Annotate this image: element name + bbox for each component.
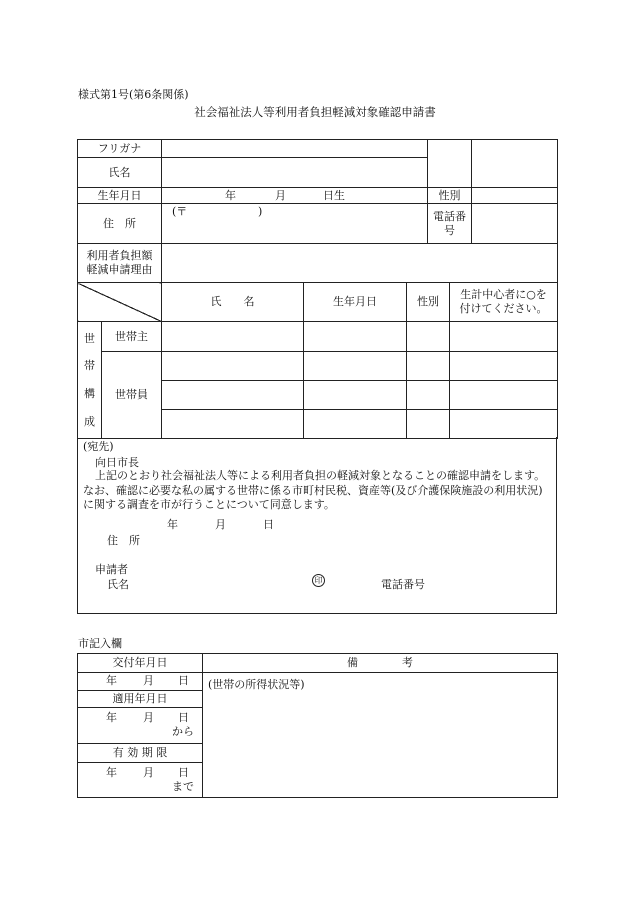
reason-label-line-1: 利用者負担額: [86, 249, 153, 263]
validity-month-label: 月: [143, 765, 154, 779]
declaration-date-year: 年: [167, 518, 178, 531]
apply-date-field[interactable]: [78, 708, 203, 743]
city-section-table: [77, 653, 558, 798]
mayor: 向日市長: [95, 456, 139, 469]
furigana-label: フリガナ: [78, 140, 162, 158]
issue-day-label: 日: [178, 674, 189, 688]
side-char-1: 世: [84, 331, 95, 345]
household-member-label: 世帯員: [102, 352, 162, 439]
head-sex-field[interactable]: [407, 322, 450, 352]
blank-box-2: [472, 140, 558, 188]
remarks-field[interactable]: [203, 673, 558, 798]
member-3-dob-field[interactable]: [304, 410, 407, 439]
phone-label: 電話番号: [428, 204, 472, 244]
issue-year-label: 年: [106, 674, 117, 688]
application-table: [77, 139, 558, 439]
household-col-name: 氏 名: [162, 283, 304, 322]
household-col-mark-line-1: 生計中心者に○を: [460, 288, 547, 302]
declaration-date-month: 月: [215, 518, 226, 531]
member-3-mark-field[interactable]: [450, 410, 558, 439]
member-1-mark-field[interactable]: [450, 352, 558, 381]
reason-field[interactable]: [162, 244, 558, 283]
remarks-note: (世帯の所得状況等): [208, 678, 305, 692]
apply-day-label: 日: [178, 711, 189, 725]
seal-mark: 印: [312, 574, 325, 587]
sex-field[interactable]: [472, 188, 558, 204]
name-label: 氏名: [78, 158, 162, 188]
issue-month-label: 月: [143, 674, 154, 688]
head-mark-field[interactable]: [450, 322, 558, 352]
apply-month-label: 月: [143, 711, 154, 725]
head-name-field[interactable]: [162, 322, 304, 352]
member-1-dob-field[interactable]: [304, 352, 407, 381]
phone-field[interactable]: [472, 204, 558, 244]
validity-label: 有 効 期 限: [78, 743, 203, 762]
city-section-label: 市記入欄: [78, 637, 122, 650]
member-2-sex-field[interactable]: [407, 381, 450, 410]
member-3-name-field[interactable]: [162, 410, 304, 439]
household-col-mark-line-2: 付けてください。: [459, 302, 548, 315]
side-char-4: 成: [84, 414, 95, 428]
declaration-date-day: 日: [263, 518, 274, 531]
member-2-dob-field[interactable]: [304, 381, 407, 410]
declaration-name-label: 氏名: [107, 578, 129, 591]
postal-prefix: (〒: [172, 205, 188, 218]
validity-until-label: まで: [172, 779, 194, 793]
declaration-address-label: 住 所: [107, 534, 140, 547]
validity-date-field[interactable]: [78, 762, 203, 797]
household-col-mark: [450, 283, 558, 322]
issue-date-field[interactable]: [78, 673, 203, 691]
dob-day-label: 日生: [323, 189, 346, 202]
household-side-label: [78, 322, 102, 439]
postal-suffix: ): [258, 205, 263, 218]
declaration-box: [77, 437, 557, 614]
blank-box-1: [428, 140, 472, 188]
member-3-sex-field[interactable]: [407, 410, 450, 439]
address-field[interactable]: [162, 204, 428, 244]
member-2-mark-field[interactable]: [450, 381, 558, 410]
dob-field[interactable]: [162, 188, 428, 204]
declaration-applicant-label: 申請者: [95, 563, 128, 576]
declaration-body: 上記のとおり社会福祉法人等による利用者負担の軽減対象となることの確認申請をします。なお、確認に必要な私の属する世帯に係る市町村民税、資産等(及び介護保険施設の利用状況)に関する調査を市が行うことについて同意します。: [83, 469, 546, 512]
issue-date-label: 交付年月日: [78, 654, 203, 673]
head-dob-field[interactable]: [304, 322, 407, 352]
member-1-name-field[interactable]: [162, 352, 304, 381]
member-1-sex-field[interactable]: [407, 352, 450, 381]
side-char-3: 構: [84, 387, 95, 400]
addressee: (宛先): [83, 440, 114, 453]
household-col-sex: 性別: [407, 283, 450, 322]
dob-year-label: 年: [225, 189, 237, 202]
reason-label-line-2: 軽減申請理由: [86, 263, 153, 276]
apply-from-label: から: [172, 725, 194, 739]
apply-year-label: 年: [106, 711, 117, 725]
form-title: 社会福祉法人等利用者負担軽減対象確認申請書: [194, 105, 436, 119]
form-number: 様式第1号(第6条関係): [78, 88, 189, 101]
diagonal-header-cell: [78, 283, 162, 322]
validity-year-label: 年: [106, 765, 117, 779]
household-head-label: 世帯主: [102, 322, 162, 352]
sex-label: 性別: [428, 188, 472, 204]
furigana-field[interactable]: [162, 140, 428, 158]
dob-label: 生年月日: [78, 188, 162, 204]
declaration-phone-label: 電話番号: [381, 578, 425, 591]
name-field[interactable]: [162, 158, 428, 188]
dob-month-label: 月: [275, 189, 287, 202]
reason-label: [78, 244, 162, 283]
remarks-label: 備 考: [203, 654, 558, 673]
member-2-name-field[interactable]: [162, 381, 304, 410]
address-label: 住 所: [78, 204, 162, 244]
side-char-2: 帯: [84, 359, 95, 373]
validity-day-label: 日: [178, 765, 189, 779]
apply-date-label: 適用年月日: [78, 691, 203, 708]
household-col-dob: 生年月日: [304, 283, 407, 322]
